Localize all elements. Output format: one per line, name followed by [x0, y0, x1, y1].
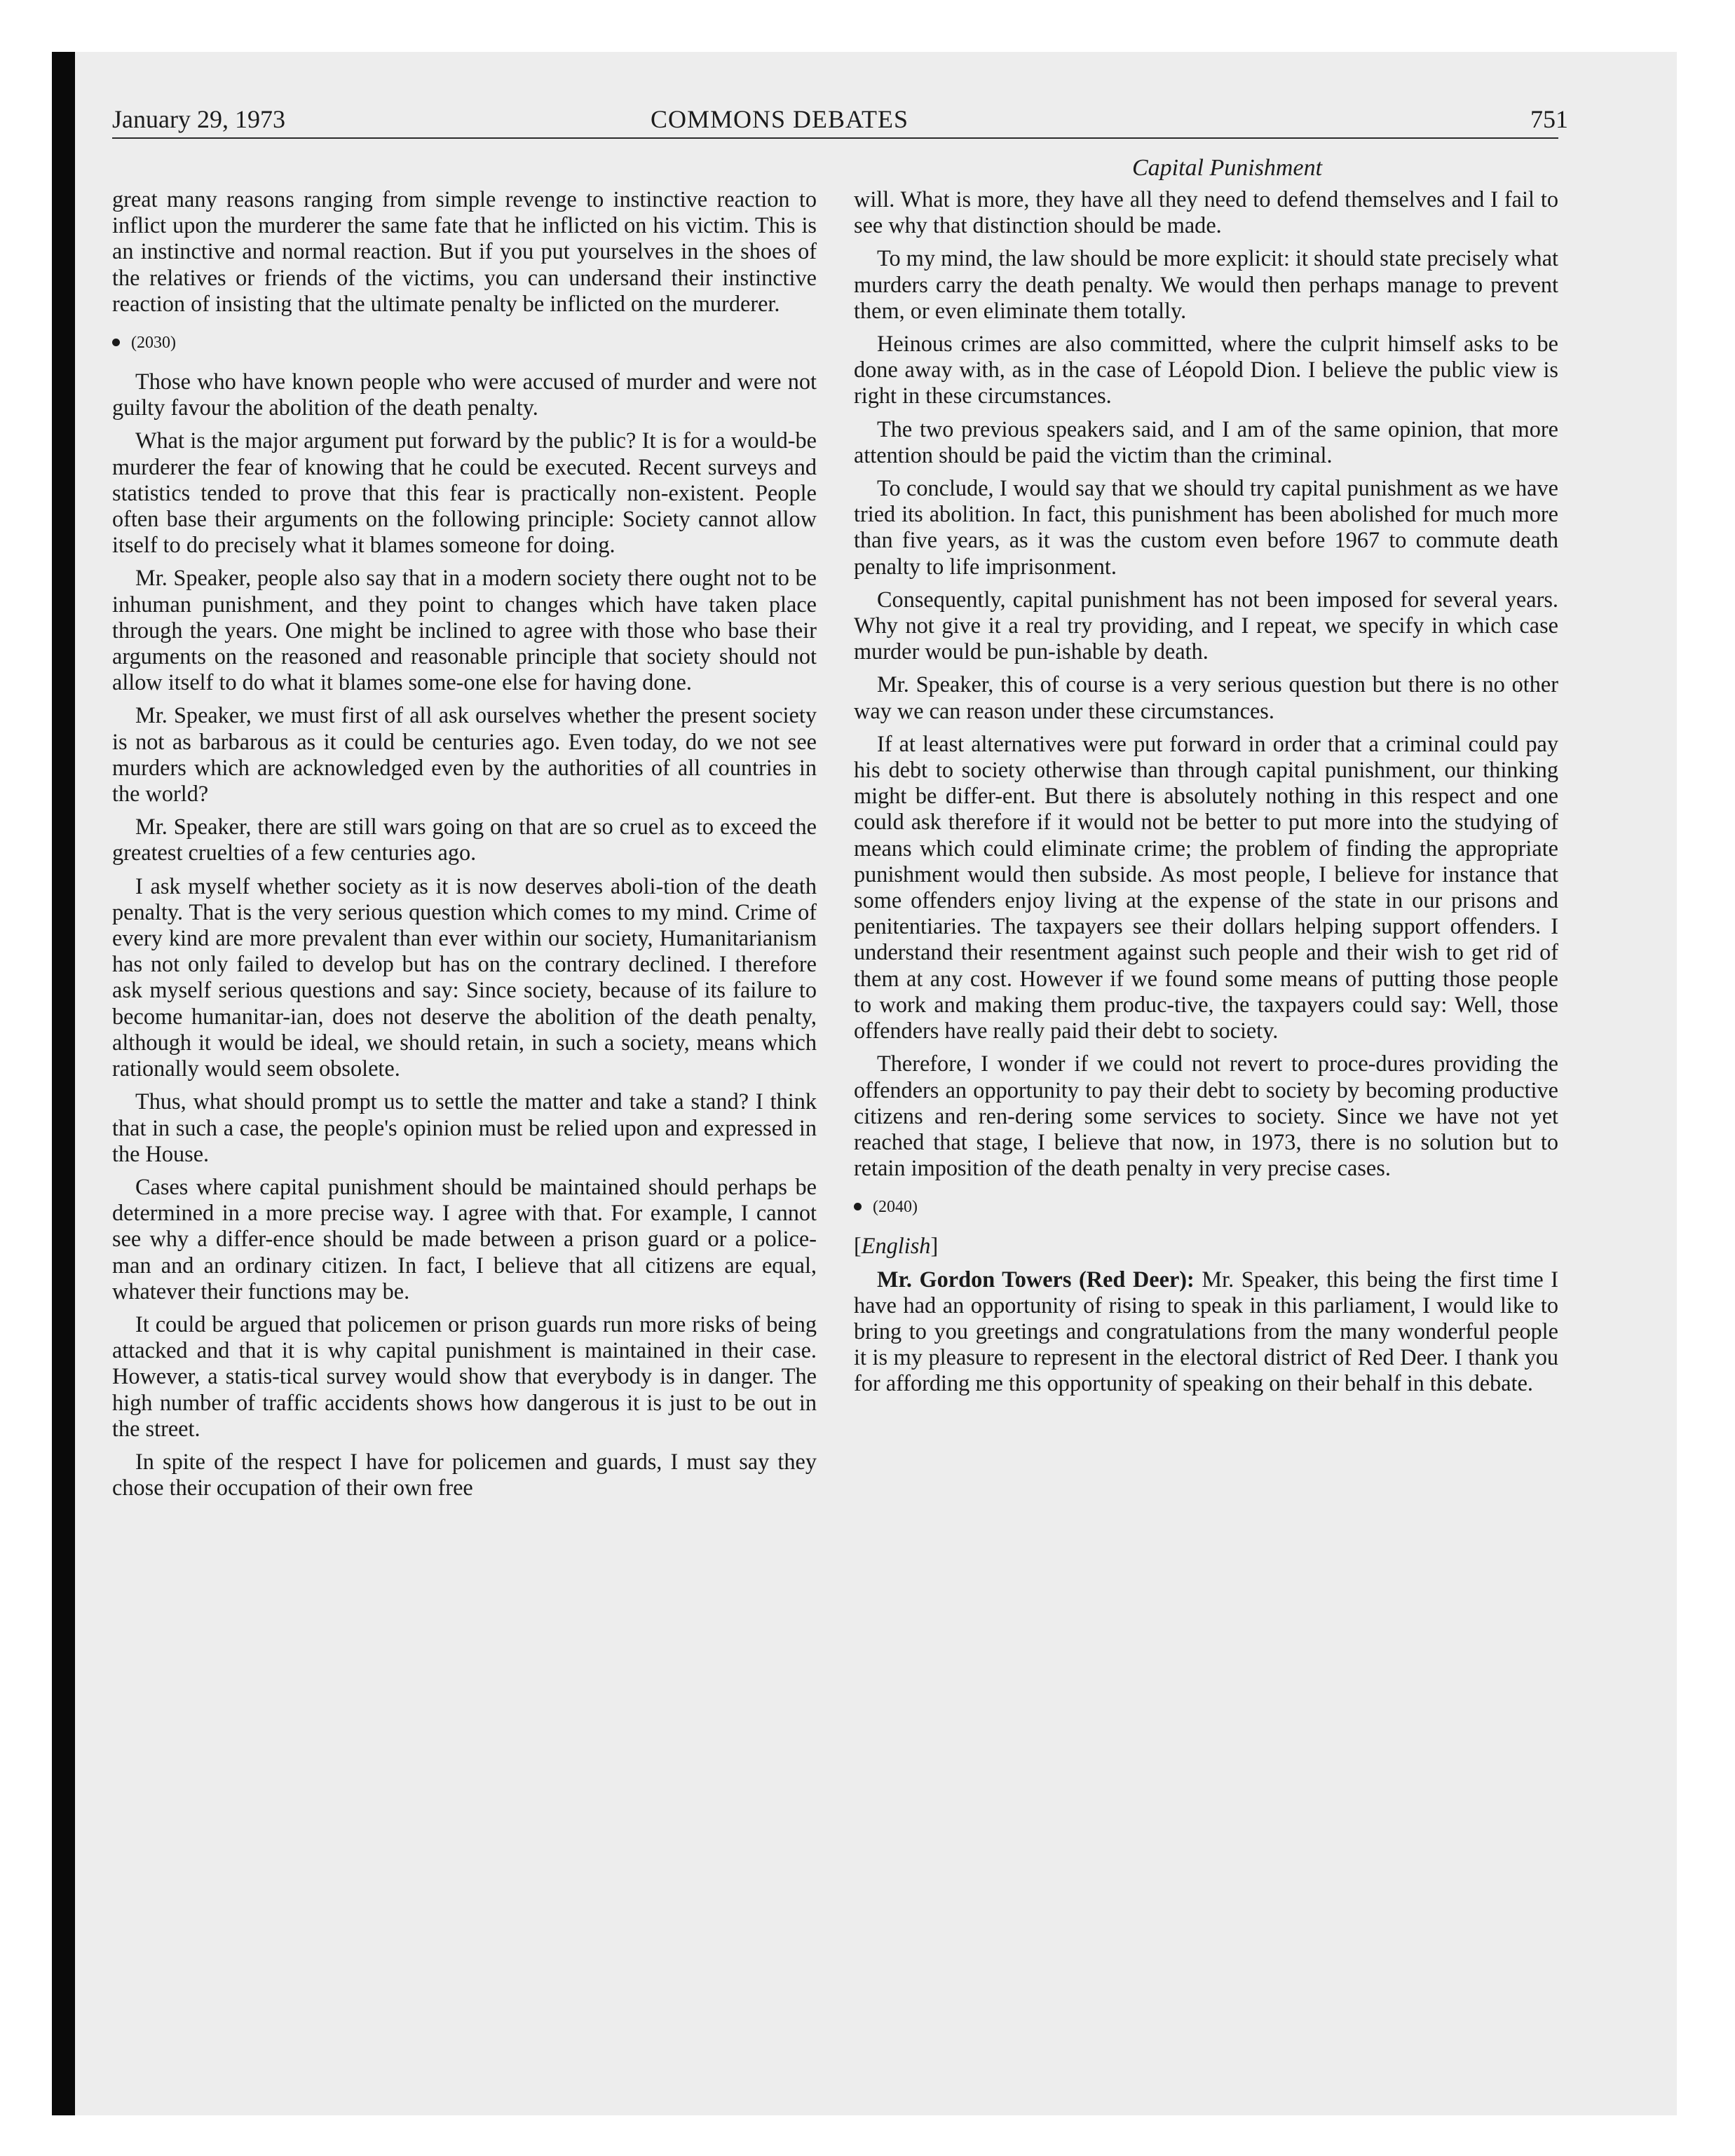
paragraph: Mr. Speaker, there are still wars going on that are so cruel as to exceed the greatest cruelties of a few centuries ago. — [112, 814, 817, 866]
paragraph: great many reasons ranging from simple revenge to instinctive reaction to inflict upon the murderer the same fate that he inflicted on his victim. This is an instinctive and normal reaction. But if you put yourselves in the shoes of the relatives or friends of the victims, you can undersand their instinctive reaction of insisting that the ultimate penalty be inflicted on the murderer. — [112, 186, 817, 316]
paragraph: I ask myself whether society as it is now deserves aboli-tion of the death penalty. That is the very serious question which comes to my mind. Crime of every kind are more prevalent than ever within our society, Humanitarianism has not only failed to develop but has on the contrary declined. I therefore ask myself serious questions and say: Since society, because of its failure to become humanitar-ian, does not deserve the abolition of the death penalty, although it would be ideal, we should retain, in such a society, means which rationally would seem obsolete. — [112, 873, 817, 1082]
bullet-icon — [112, 339, 120, 346]
paragraph: Mr. Speaker, we must first of all ask ourselves whether the present society is not as barbarous as it could be centuries ago. Even today, do we not see murders which are acknowledged even by the authorities of all countries in the world? — [112, 702, 817, 807]
speech-paragraph — [854, 1267, 1558, 1397]
paragraph: The two previous speakers said, and I am of the same opinion, that more attention should be paid the victim than the criminal. — [854, 416, 1558, 468]
time-marker — [112, 332, 817, 353]
paragraph: Those who have known people who were accused of murder and were not guilty favour the abolition of the death penalty. — [112, 369, 817, 421]
paragraph: will. What is more, they have all they need to defend themselves and I fail to see why that distinction should be made. — [854, 186, 1558, 238]
binding-edge — [52, 52, 75, 2115]
speaker-name: Mr. Gordon Towers (Red Deer): — [877, 1266, 1195, 1292]
paragraph: Therefore, I wonder if we could not revert to proce-dures providing the offenders an opportunity to pay their debt to society by becoming productive citizens and ren-dering some services to society. Since we have not yet reached that stage, I believe that now, in 1973, there is no solution but to retain imposition of the death penalty in very precise cases. — [854, 1051, 1558, 1181]
header-title: COMMONS DEBATES — [651, 105, 909, 133]
section-title: Capital Punishment — [1131, 155, 1323, 181]
paragraph: Thus, what should prompt us to settle the matter and take a stand? I think that in such a case, the people's opinion must be relied upon and expressed in the House. — [112, 1089, 817, 1166]
header-rule — [112, 137, 1558, 139]
paragraph: To conclude, I would say that we should try capital punishment as we have tried its abolition. In fact, this punishment has been abolished for much more than five years, as it was the custom even before 1967 to commute death penalty to life imprisonment. — [854, 475, 1558, 579]
paragraph: To my mind, the law should be more explicit: it should state precisely what murders carry the death penalty. We would then perhaps manage to prevent them, or even eliminate them totally. — [854, 245, 1558, 323]
bullet-icon — [854, 1203, 862, 1210]
paragraph: If at least alternatives were put forward in order that a criminal could pay his debt to society otherwise than through capital punishment, our thinking might be differ-ent. But there is absolutely nothing in this respect and one could ask therefore if it would not be better to put more into the studying of means which could eliminate crime; the problem of finding the appropriate punishment would then subside. As most people, I believe for instance that some offenders enjoy living at the expense of the state in our prisons and penitentiaries. The taxpayers see their dollars helping support offenders. I understand their resentment against such people and their wish to get rid of them at any cost. However if we found some means of putting those people to work and making them produc-tive, the taxpayers could say: Well, those offenders have really paid their debt to society. — [854, 730, 1558, 1044]
speech-text: Mr. Speaker, this being the first time I have had an opportunity of rising to speak in this parliament, I would like to bring to you greetings and congratulations from the many wonderful people it is my pleasure to represent in the electoral district of Red Deer. I thank you for affording me this opportunity of speaking on their behalf in this debate. — [854, 1266, 1559, 1396]
header-date: January 29, 1973 — [112, 105, 285, 133]
paragraph: Cases where capital punishment should be maintained should perhaps be determined in a more precise way. I agree with that. For example, I cannot see why a differ-ence should be made between a prison guard or a police-man and an ordinary citizen. In fact, I believe that all citizens are equal, whatever their functions may be. — [112, 1173, 817, 1304]
left-column — [112, 186, 817, 1508]
right-column — [854, 186, 1558, 1404]
time-marker-text: (2040) — [873, 1198, 918, 1217]
paragraph: What is the major argument put forward by the public? It is for a would-be murderer the fear of knowing that he could be executed. Recent surveys and statistics tended to prove that this fear is practically non-existent. People often base their arguments on the following principle: Society cannot allow itself to do precisely what it blames someone for doing. — [112, 428, 817, 558]
page-number: 751 — [1530, 105, 1568, 133]
time-marker-text: (2030) — [131, 334, 176, 353]
language-note: [English] — [854, 1233, 939, 1259]
paragraph: In spite of the respect I have for policemen and guards, I must say they chose their occupation of their own free — [112, 1448, 817, 1501]
time-marker — [854, 1196, 1558, 1217]
language-note-text: English — [861, 1233, 931, 1259]
paragraph: Mr. Speaker, people also say that in a modern society there ought not to be inhuman punishment, and they point to changes which have taken place through the years. One might be inclined to agree with those who base their arguments on the reasoned and reasonable principle that society should not allow itself to do what it blames some-one else for having done. — [112, 565, 817, 695]
paragraph: Heinous crimes are also committed, where the culprit himself asks to be done away with, as in the case of Léopold Dion. I believe the public view is right in these circumstances. — [854, 331, 1558, 409]
paragraph: Mr. Speaker, this of course is a very serious question but there is no other way we can reason under these circumstances. — [854, 671, 1558, 723]
paragraph: It could be argued that policemen or prison guards run more risks of being attacked and that it is why capital punishment is maintained in their case. However, a statis-tical survey would show that everybody is in danger. The high number of traffic accidents shows how dangerous it is just to be out in the street. — [112, 1311, 817, 1441]
paragraph: Consequently, capital punishment has not been imposed for several years. Why not give it a real try providing, and I repeat, we specify in which case murder would be pun-ishable by death. — [854, 586, 1558, 664]
